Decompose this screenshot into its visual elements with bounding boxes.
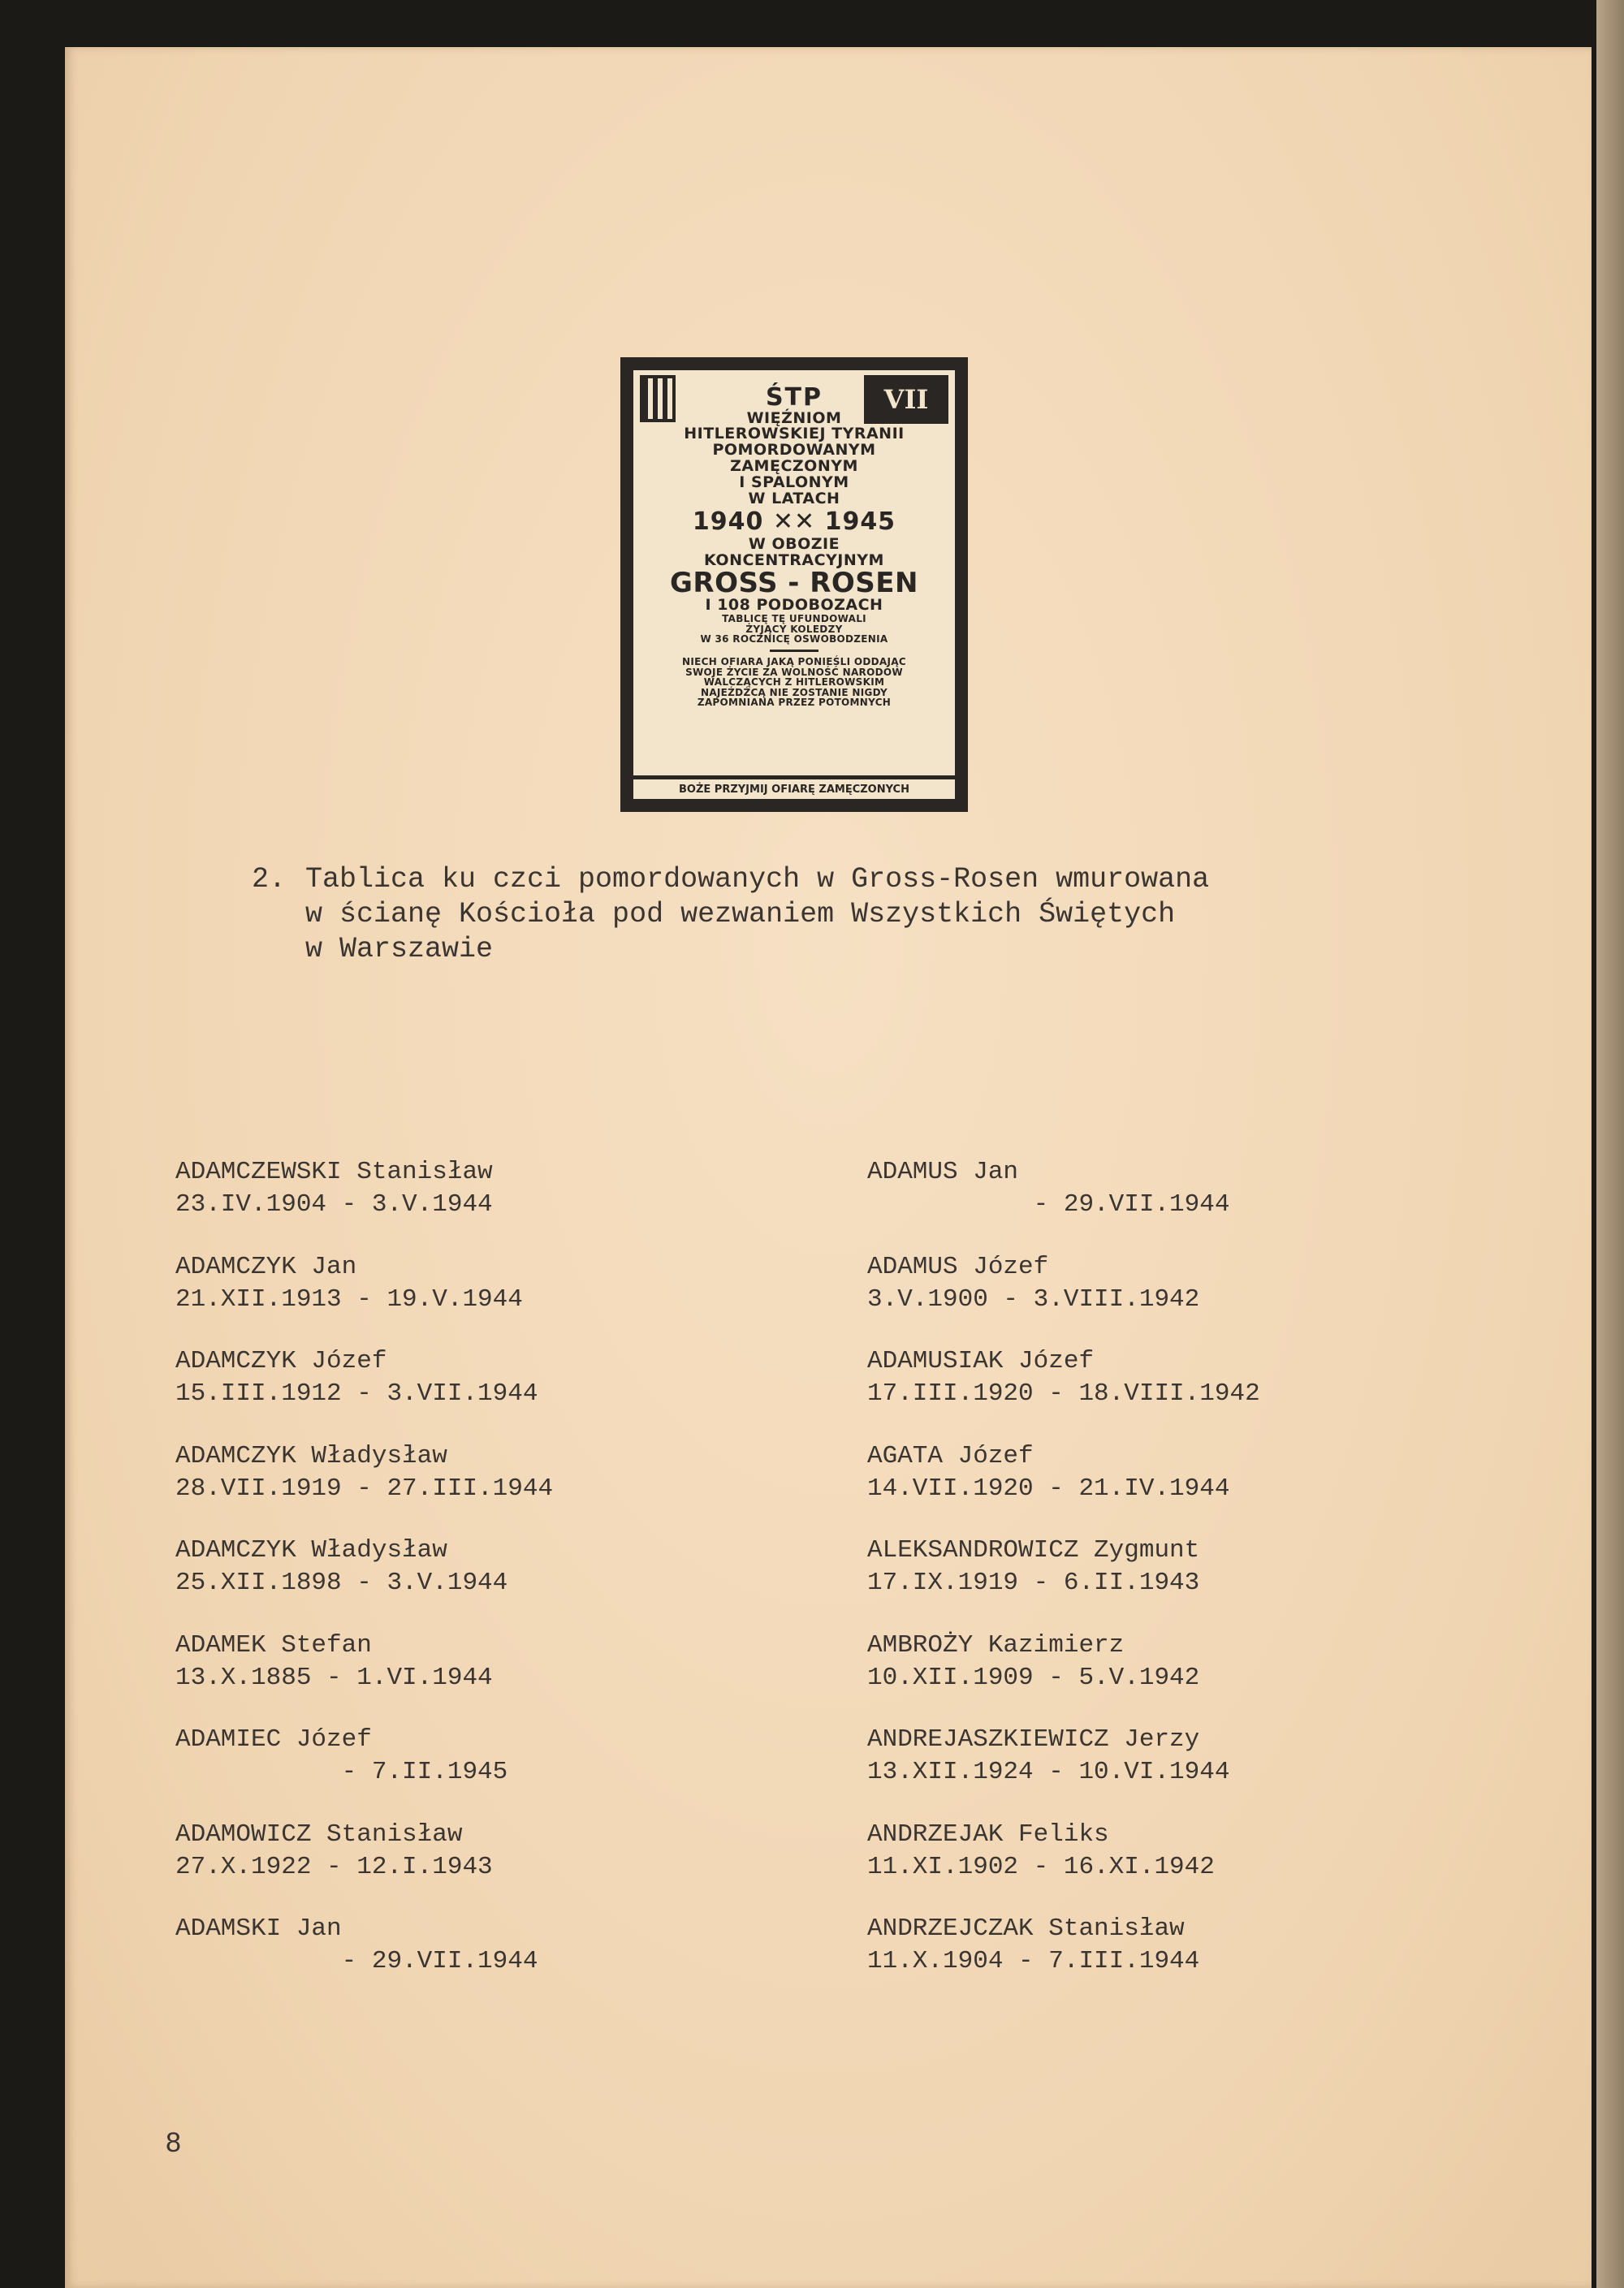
- victim-entry: [867, 1819, 1484, 1914]
- caption-line-2: w ścianę Kościoła pod wezwaniem Wszystkich Świętych: [305, 898, 1176, 930]
- victim-dates: - 29.VII.1944: [175, 1947, 538, 1975]
- plaque-line: WIĘŹNIOM: [746, 408, 842, 427]
- caption-line-3: w Warszawie: [305, 933, 494, 965]
- victim-dates: 17.III.1920 - 18.VIII.1942: [867, 1379, 1260, 1408]
- victim-name: ADAMOWICZ Stanisław: [175, 1820, 463, 1849]
- plaque-line: W LATACH: [748, 490, 840, 508]
- victim-name: ADAMUS Józef: [867, 1252, 1049, 1281]
- victim-dates: 10.XII.1909 - 5.V.1942: [867, 1663, 1200, 1692]
- victim-name: ADAMIEC Józef: [175, 1725, 372, 1754]
- caption-number: 2.: [252, 863, 287, 896]
- victim-dates: 13.XII.1924 - 10.VI.1944: [867, 1758, 1230, 1786]
- victim-dates: 15.III.1912 - 3.VII.1944: [175, 1379, 538, 1408]
- plaque-line: HITLEROWSKIEJ TYRANII: [684, 425, 905, 443]
- caption-line-1: Tablica ku czci pomordowanych w Gross-Rosen wmurowana: [305, 863, 1210, 896]
- victim-dates: 21.XII.1913 - 19.V.1944: [175, 1284, 523, 1314]
- victim-entry: [867, 1156, 1484, 1251]
- victim-entry: [175, 1535, 793, 1630]
- plaque-line: 1940 ✕✕ 1945: [692, 507, 896, 537]
- victim-entry: [175, 1251, 793, 1346]
- victim-name: ADAMSKI Jan: [175, 1915, 342, 1943]
- victim-dates: 3.V.1900 - 3.VIII.1942: [867, 1284, 1200, 1314]
- plaque-line: KONCENTRACYJNYM: [704, 550, 884, 569]
- plaque-line: GROSS - ROSEN: [670, 566, 918, 599]
- victim-entry: [175, 1345, 793, 1440]
- victim-entry: [867, 1630, 1484, 1725]
- camp-emblem-left: [640, 375, 676, 422]
- memorial-plaque: [620, 357, 968, 812]
- plaque-line: I 108 PODOBOZACH: [705, 596, 883, 615]
- camp-emblem-right: VII: [864, 375, 948, 424]
- plaque-line: SWOJE ŻYCIE ZA WOLNOŚĆ NARODÓW: [685, 666, 903, 678]
- plaque-line: ŚTP: [765, 383, 823, 412]
- victim-dates: 23.IV.1904 - 3.V.1944: [175, 1190, 493, 1219]
- victim-name: ANDRZEJCZAK Stanisław: [867, 1915, 1185, 1943]
- victim-dates: 28.VII.1919 - 27.III.1944: [175, 1474, 554, 1503]
- victim-entry: [175, 1156, 793, 1251]
- victim-name: ADAMEK Stefan: [175, 1630, 372, 1660]
- victim-entry: [867, 1535, 1484, 1630]
- victim-dates: 11.XI.1902 - 16.XI.1942: [867, 1852, 1215, 1881]
- victim-entry: [867, 1440, 1484, 1535]
- plaque-line: ŻYJĄCY KOLEDZY: [745, 623, 843, 635]
- victim-name: AGATA Józef: [867, 1441, 1034, 1470]
- plaque-line: WALCZĄCYCH Z HITLEROWSKIM: [703, 676, 885, 689]
- victim-name: AMBROŻY Kazimierz: [867, 1630, 1125, 1660]
- plaque-divider: [770, 650, 818, 652]
- victim-dates: - 7.II.1945: [175, 1758, 508, 1786]
- page-number: 8: [166, 2127, 181, 2158]
- victim-entry: [867, 1913, 1484, 2008]
- victim-name: ANDRZEJAK Feliks: [867, 1820, 1109, 1849]
- plaque-line: W OBOZIE: [748, 534, 840, 553]
- plaque-line: I SPALONYM: [739, 473, 849, 492]
- victim-entry: [175, 1724, 793, 1819]
- figure-caption: [252, 862, 1389, 967]
- victim-entry: [175, 1630, 793, 1725]
- names-column-right: [867, 1156, 1484, 2008]
- page-edge: [1596, 0, 1624, 2288]
- plaque-line: NAJEŹDŹCĄ NIE ZOSTANIE NIGDY: [700, 686, 888, 698]
- victim-entry: [867, 1251, 1484, 1346]
- victim-dates: 14.VII.1920 - 21.IV.1944: [867, 1474, 1230, 1503]
- victim-name: ADAMCZYK Jan: [175, 1252, 357, 1281]
- victim-entry: [175, 1440, 793, 1535]
- victim-name: ADAMCZYK Władysław: [175, 1441, 447, 1470]
- plaque-bottom-line: BOŻE PRZYJMIJ OFIARĘ ZAMĘCZONYCH: [633, 775, 955, 799]
- victim-entry: [867, 1345, 1484, 1440]
- victim-name: ADAMCZYK Józef: [175, 1347, 387, 1375]
- plaque-line: NIECH OFIARA JAKĄ PONIEŚLI ODDAJĄC: [682, 655, 906, 667]
- victim-name: ADAMCZYK Władysław: [175, 1536, 447, 1565]
- victim-name: ADAMCZEWSKI Stanisław: [175, 1158, 493, 1186]
- victim-entry: [175, 1913, 793, 2008]
- victim-dates: 17.IX.1919 - 6.II.1943: [867, 1569, 1200, 1597]
- victim-entry: [867, 1724, 1484, 1819]
- victim-name: ALEKSANDROWICZ Zygmunt: [867, 1536, 1200, 1565]
- plaque-line: ZAPOMNIANA PRZEZ POTOMNYCH: [697, 697, 892, 709]
- plaque-line: POMORDOWANYM: [712, 441, 876, 460]
- victim-name: ADAMUSIAK Józef: [867, 1347, 1095, 1375]
- names-column-left: [175, 1156, 793, 2008]
- victim-entry: [175, 1819, 793, 1914]
- victim-dates: 25.XII.1898 - 3.V.1944: [175, 1569, 508, 1597]
- plaque-line: TABLICĘ TĘ UFUNDOWALI: [722, 613, 866, 625]
- victim-dates: - 29.VII.1944: [867, 1190, 1230, 1219]
- plaque-line: ZAMĘCZONYM: [730, 457, 858, 476]
- victim-dates: 13.X.1885 - 1.VI.1944: [175, 1663, 493, 1692]
- victim-name: ANDREJASZKIEWICZ Jerzy: [867, 1725, 1200, 1754]
- victim-dates: 11.X.1904 - 7.III.1944: [867, 1947, 1200, 1975]
- plaque-line: W 36 ROCZNICĘ OSWOBODZENIA: [700, 633, 888, 645]
- victim-name: ADAMUS Jan: [867, 1158, 1019, 1186]
- victim-dates: 27.X.1922 - 12.I.1943: [175, 1852, 493, 1881]
